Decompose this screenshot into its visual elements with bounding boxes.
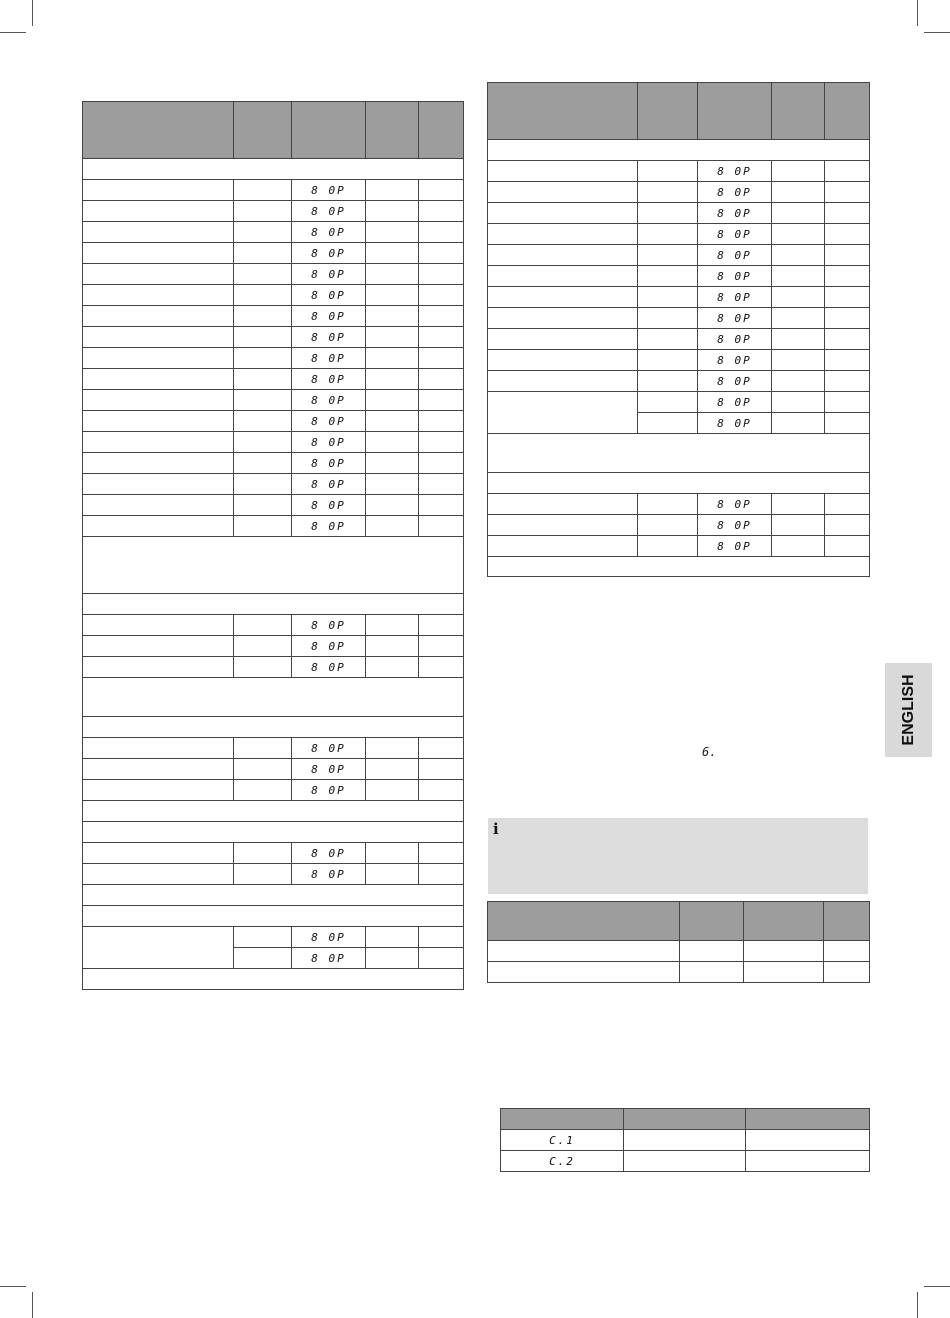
section-band: [83, 159, 464, 180]
language-tab-label: ENGLISH: [899, 674, 917, 746]
table-row: [83, 201, 464, 222]
table-row: [488, 329, 870, 350]
table-row: [83, 927, 464, 948]
info-note: [488, 818, 868, 894]
lcd-code: 8 0P: [292, 411, 366, 432]
lcd-code: 8 0P: [292, 243, 366, 264]
language-tab: [885, 663, 932, 757]
table-row: [83, 516, 464, 537]
table-row: [83, 243, 464, 264]
lcd-code: 8 0P: [292, 432, 366, 453]
lcd-code: 8 0P: [292, 657, 366, 678]
table-row: [501, 1151, 870, 1172]
lcd-code: 8 0P: [698, 161, 772, 182]
lcd-code: 8 0P: [698, 536, 772, 557]
lcd-code: 8 0P: [698, 245, 772, 266]
crop-mark: [924, 32, 950, 33]
section-note: [83, 678, 464, 717]
table-row: [83, 306, 464, 327]
lcd-code: 8 0P: [292, 615, 366, 636]
lcd-code: 8 0P: [292, 495, 366, 516]
crop-mark: [32, 0, 33, 26]
info-icon: i: [493, 820, 499, 838]
table-row: [488, 308, 870, 329]
table-row: [488, 515, 870, 536]
code-cell: C.2: [501, 1151, 624, 1172]
table-row: [83, 738, 464, 759]
lcd-code: 8 0P: [698, 308, 772, 329]
table-row: [83, 411, 464, 432]
section-note: [83, 885, 464, 906]
lcd-code: 8 0P: [698, 350, 772, 371]
crop-mark: [924, 1286, 950, 1287]
section-note: [83, 801, 464, 822]
table-row: [488, 371, 870, 392]
table-row: [83, 180, 464, 201]
table-row: [83, 636, 464, 657]
table-row: [488, 287, 870, 308]
table-row: [83, 327, 464, 348]
lcd-code: 8 0P: [292, 516, 366, 537]
lcd-code: 8 0P: [292, 180, 366, 201]
lcd-code: 8 0P: [698, 515, 772, 536]
table-row: [488, 182, 870, 203]
table-row: [83, 843, 464, 864]
lcd-code: 8 0P: [292, 864, 366, 885]
table-header-row: [501, 1109, 870, 1130]
table-row: [488, 494, 870, 515]
table-row: [488, 224, 870, 245]
table-row: [488, 245, 870, 266]
table-row: [83, 615, 464, 636]
section-note: [488, 434, 870, 473]
lcd-code: 8 0P: [292, 927, 366, 948]
table-row: [488, 392, 870, 413]
table-row: [83, 369, 464, 390]
lcd-code: 8 0P: [292, 780, 366, 801]
inline-digit: 6.: [702, 745, 717, 759]
crop-mark: [32, 1292, 33, 1318]
section-band: [488, 473, 870, 494]
table-row: [488, 203, 870, 224]
left-settings-table: [82, 101, 464, 990]
section-band: [83, 822, 464, 843]
lcd-code: 8 0P: [292, 348, 366, 369]
table-row: [488, 536, 870, 557]
table-row: [83, 453, 464, 474]
table-row: [488, 962, 870, 983]
table-row: [83, 759, 464, 780]
lcd-code: 8 0P: [292, 222, 366, 243]
lcd-code: 8 0P: [292, 453, 366, 474]
table-row: [488, 350, 870, 371]
small-table: [487, 901, 870, 983]
table-row: [83, 285, 464, 306]
section-note: [83, 969, 464, 990]
lcd-code: 8 0P: [698, 203, 772, 224]
table-row: [83, 264, 464, 285]
section-band: [83, 594, 464, 615]
table-header-row: [488, 83, 870, 140]
lcd-code: 8 0P: [292, 474, 366, 495]
table-row: [488, 161, 870, 182]
table-row: [83, 390, 464, 411]
lcd-code: 8 0P: [292, 327, 366, 348]
lcd-code: 8 0P: [698, 494, 772, 515]
section-note: [488, 557, 870, 577]
table-row: [488, 941, 870, 962]
table-row: [83, 495, 464, 516]
table-header-row: [83, 102, 464, 159]
lcd-code: 8 0P: [698, 371, 772, 392]
section-band: [83, 906, 464, 927]
lcd-code: 8 0P: [698, 287, 772, 308]
lcd-code: 8 0P: [292, 738, 366, 759]
lcd-code: 8 0P: [292, 285, 366, 306]
section-note: [83, 537, 464, 594]
code-table: [500, 1108, 870, 1172]
lcd-code: 8 0P: [292, 759, 366, 780]
table-row: [83, 474, 464, 495]
lcd-code: 8 0P: [292, 948, 366, 969]
lcd-code: 8 0P: [292, 264, 366, 285]
lcd-code: 8 0P: [292, 390, 366, 411]
table-row: [83, 432, 464, 453]
section-band: [83, 717, 464, 738]
table-row: [83, 780, 464, 801]
table-header-row: [488, 902, 870, 941]
crop-mark: [917, 1292, 918, 1318]
crop-mark: [0, 32, 26, 33]
right-settings-table: [487, 82, 870, 577]
lcd-code: 8 0P: [292, 843, 366, 864]
table-row: [83, 348, 464, 369]
crop-mark: [917, 0, 918, 26]
lcd-code: 8 0P: [698, 182, 772, 203]
table-row: [83, 657, 464, 678]
code-cell: C.1: [501, 1130, 624, 1151]
lcd-code: 8 0P: [292, 201, 366, 222]
lcd-code: 8 0P: [292, 369, 366, 390]
table-row: [488, 266, 870, 287]
lcd-code: 8 0P: [698, 329, 772, 350]
section-band: [488, 140, 870, 161]
lcd-code: 8 0P: [698, 392, 772, 413]
crop-mark: [0, 1286, 26, 1287]
lcd-code: 8 0P: [292, 636, 366, 657]
table-row: [83, 864, 464, 885]
lcd-code: 8 0P: [698, 224, 772, 245]
lcd-code: 8 0P: [698, 413, 772, 434]
table-row: [501, 1130, 870, 1151]
lcd-code: 8 0P: [292, 306, 366, 327]
table-row: [83, 222, 464, 243]
lcd-code: 8 0P: [698, 266, 772, 287]
